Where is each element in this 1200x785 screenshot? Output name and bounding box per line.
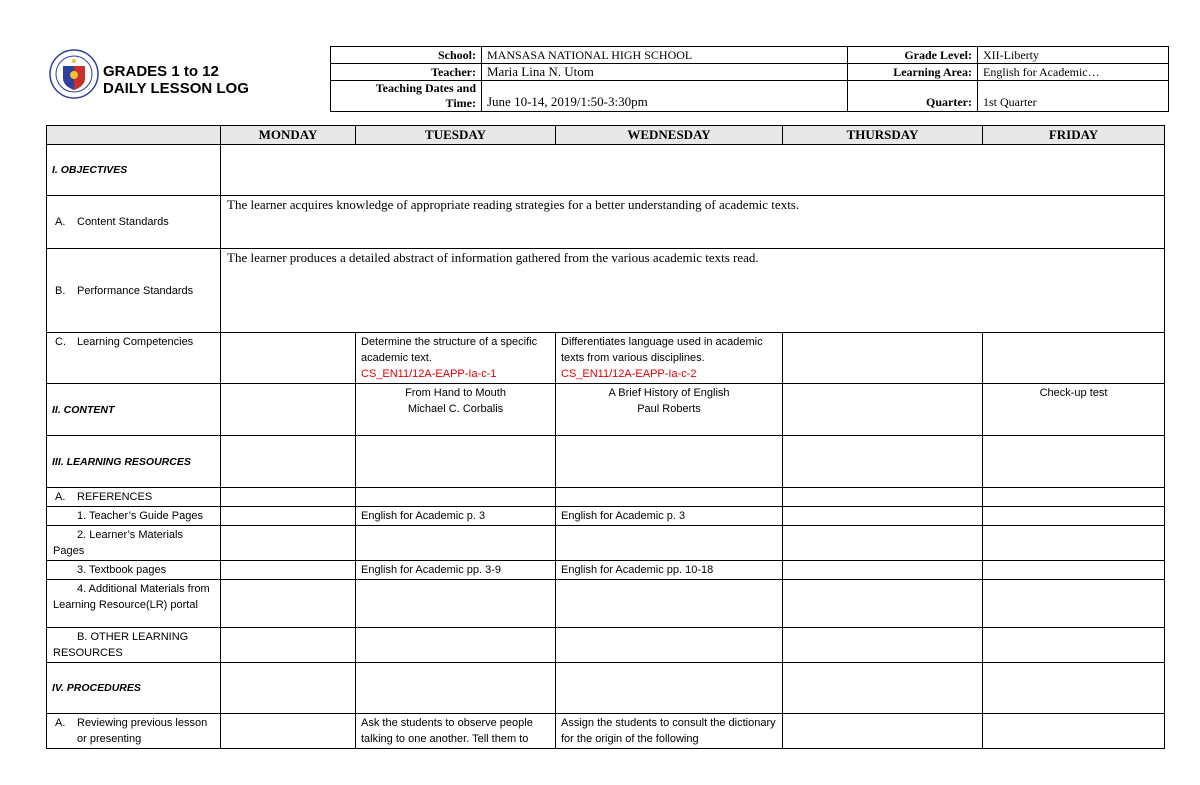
title-line-1: GRADES 1 to 12 — [103, 63, 219, 80]
learning-competencies-label — [47, 333, 221, 384]
quarter-label: Quarter: — [848, 81, 978, 112]
objectives-cell — [221, 145, 1165, 196]
table-row — [47, 714, 1165, 749]
school-label: School: — [331, 47, 482, 64]
other-resources-wednesday — [556, 628, 783, 663]
content-standards-label — [47, 196, 221, 249]
additional-materials-wednesday — [556, 580, 783, 628]
procedures-label: IV. PROCEDURES — [47, 663, 221, 714]
school-value: MANSASA NATIONAL HIGH SCHOOL — [482, 47, 848, 64]
title-line-2: DAILY LESSON LOG — [103, 80, 249, 97]
day-header-monday: MONDAY — [221, 126, 356, 145]
references-letter: A. — [55, 491, 66, 503]
content-tuesday-title: From Hand to Mouth — [405, 387, 506, 399]
reviewing-tuesday: Ask the students to observe people talking to one another. Tell them to — [356, 714, 556, 749]
grade-level-value: XII-Liberty — [978, 47, 1169, 64]
content-thursday — [783, 384, 983, 436]
table-row — [47, 384, 1165, 436]
table-row — [47, 628, 1165, 663]
references-wednesday — [556, 488, 783, 507]
competency-wednesday — [556, 333, 783, 384]
table-row — [47, 488, 1165, 507]
content-friday: Check-up test — [983, 384, 1165, 436]
competency-wednesday-text: Differentiates language used in academic texts from various disciplines. — [561, 336, 763, 364]
additional-materials-label: 4. Additional Materials from Learning Resource(LR) portal — [47, 580, 221, 628]
table-row — [47, 580, 1165, 628]
table-row — [47, 196, 1165, 249]
procedures-tuesday — [356, 663, 556, 714]
references-label — [47, 488, 221, 507]
quarter-value: 1st Quarter — [978, 81, 1169, 112]
additional-materials-thursday — [783, 580, 983, 628]
procedures-friday — [983, 663, 1165, 714]
content-label: II. CONTENT — [47, 384, 221, 436]
references-thursday — [783, 488, 983, 507]
teachers-guide-tuesday: English for Academic p. 3 — [356, 507, 556, 526]
competency-monday — [221, 333, 356, 384]
learners-materials-label: 2. Learner’s Materials Pages — [47, 526, 221, 561]
additional-materials-monday — [221, 580, 356, 628]
learners-materials-wednesday — [556, 526, 783, 561]
dates-value: June 10-14, 2019/1:50-3:30pm — [482, 81, 848, 112]
table-row — [47, 333, 1165, 384]
content-tuesday-author: Michael C. Corbalis — [407, 403, 504, 415]
performance-standards-value: The learner produces a detailed abstract of information gathered from the various academic texts read. — [221, 249, 1165, 333]
teachers-guide-monday — [221, 507, 356, 526]
grade-level-label: Grade Level: — [848, 47, 978, 64]
day-header-friday: FRIDAY — [983, 126, 1165, 145]
additional-materials-friday — [983, 580, 1165, 628]
teachers-guide-friday — [983, 507, 1165, 526]
learners-materials-friday — [983, 526, 1165, 561]
dates-label-line-2: Time: — [445, 96, 476, 110]
reviewing-wednesday: Assign the students to consult the dictionary for the origin of the following — [556, 714, 783, 749]
day-header-wednesday: WEDNESDAY — [556, 126, 783, 145]
textbook-pages-tuesday: English for Academic pp. 3-9 — [356, 561, 556, 580]
performance-standards-text: Performance Standards — [77, 284, 194, 297]
learning-competencies-text: Learning Competencies — [77, 336, 194, 348]
references-friday — [983, 488, 1165, 507]
table-row — [47, 507, 1165, 526]
table-row — [47, 249, 1165, 333]
other-resources-tuesday — [356, 628, 556, 663]
procedures-thursday — [783, 663, 983, 714]
references-tuesday — [356, 488, 556, 507]
table-row — [47, 436, 1165, 488]
learning-resources-label: III. LEARNING RESOURCES — [47, 436, 221, 488]
teachers-guide-thursday — [783, 507, 983, 526]
content-monday — [221, 384, 356, 436]
references-monday — [221, 488, 356, 507]
other-resources-label: B. OTHER LEARNING RESOURCES — [47, 628, 221, 663]
competency-tuesday — [356, 333, 556, 384]
competency-wednesday-code: CS_EN11/12A-EAPP-Ia-c-2 — [561, 368, 697, 380]
learning-competencies-letter: C. — [55, 336, 66, 348]
reviewing-friday — [983, 714, 1165, 749]
other-resources-monday — [221, 628, 356, 663]
content-wednesday-title: A Brief History of English — [608, 387, 730, 399]
learners-materials-monday — [221, 526, 356, 561]
reviewing-lesson-letter: A. — [55, 717, 66, 729]
reviewing-thursday — [783, 714, 983, 749]
table-row — [47, 526, 1165, 561]
content-standards-letter: A. — [55, 216, 66, 228]
teacher-value: Maria Lina N. Utom — [482, 64, 848, 81]
competency-tuesday-text: Determine the structure of a specific academic text. — [361, 336, 538, 364]
reviewing-lesson-text: Reviewing previous lesson or presenting — [77, 717, 208, 745]
other-resources-friday — [983, 628, 1165, 663]
content-tuesday — [356, 384, 556, 436]
document-title — [103, 63, 249, 97]
competency-thursday — [783, 333, 983, 384]
table-row — [47, 561, 1165, 580]
reviewing-monday — [221, 714, 356, 749]
references-text: REFERENCES — [77, 491, 153, 503]
procedures-monday — [221, 663, 356, 714]
procedures-wednesday — [556, 663, 783, 714]
dates-label-line-1: Teaching Dates and — [375, 81, 476, 95]
textbook-pages-wednesday: English for Academic pp. 10-18 — [556, 561, 783, 580]
resources-wednesday — [556, 436, 783, 488]
daily-lesson-log-table — [46, 125, 1165, 749]
objectives-label: I. OBJECTIVES — [47, 145, 221, 196]
content-wednesday — [556, 384, 783, 436]
resources-thursday — [783, 436, 983, 488]
header-info-table — [330, 46, 1169, 112]
teachers-guide-wednesday: English for Academic p. 3 — [556, 507, 783, 526]
additional-materials-tuesday — [356, 580, 556, 628]
teacher-label: Teacher: — [331, 64, 482, 81]
teachers-guide-label: 1. Teacher’s Guide Pages — [47, 507, 221, 526]
day-header-tuesday: TUESDAY — [356, 126, 556, 145]
textbook-pages-friday — [983, 561, 1165, 580]
learners-materials-tuesday — [356, 526, 556, 561]
day-header-thursday: THURSDAY — [783, 126, 983, 145]
resources-tuesday — [356, 436, 556, 488]
resources-monday — [221, 436, 356, 488]
content-standards-text: Content Standards — [77, 216, 169, 228]
textbook-pages-thursday — [783, 561, 983, 580]
other-resources-thursday — [783, 628, 983, 663]
corner-header-cell — [47, 126, 221, 145]
dates-label — [331, 81, 482, 112]
reviewing-lesson-label — [47, 714, 221, 749]
learning-area-label: Learning Area: — [848, 64, 978, 81]
textbook-pages-monday — [221, 561, 356, 580]
performance-standards-label — [47, 249, 221, 333]
content-standards-value: The learner acquires knowledge of appropriate reading strategies for a better understanding of academic texts. — [221, 196, 1165, 249]
content-wednesday-author: Paul Roberts — [637, 403, 701, 415]
performance-standards-letter: B. — [55, 284, 66, 297]
textbook-pages-label: 3. Textbook pages — [47, 561, 221, 580]
competency-friday — [983, 333, 1165, 384]
resources-friday — [983, 436, 1165, 488]
learning-area-value: English for Academic… — [978, 64, 1169, 81]
table-row — [47, 663, 1165, 714]
deped-seal-icon — [49, 49, 99, 99]
table-row — [47, 145, 1165, 196]
learners-materials-thursday — [783, 526, 983, 561]
competency-tuesday-code: CS_EN11/12A-EAPP-Ia-c-1 — [361, 368, 497, 380]
